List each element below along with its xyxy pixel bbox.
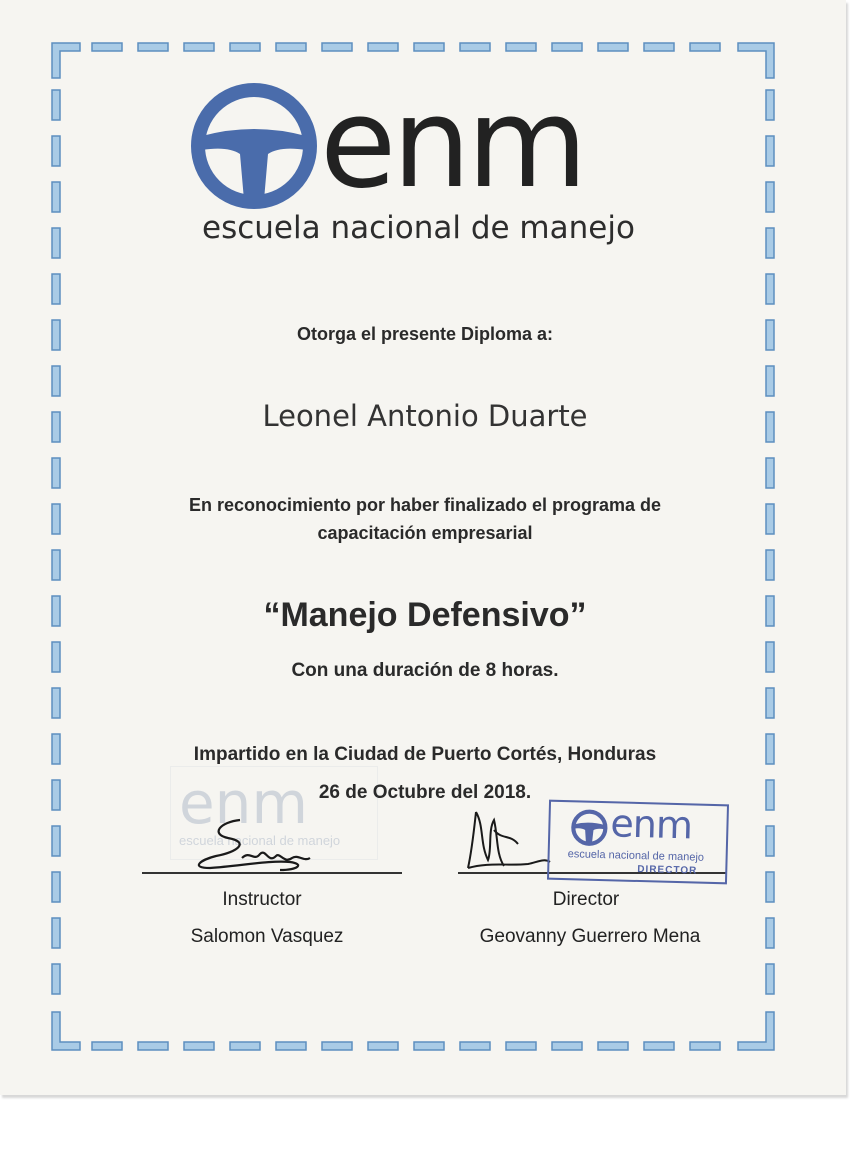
recipient-name: Leonel Antonio Duarte [262, 399, 588, 433]
course-title: “Manejo Defensivo” [263, 596, 587, 634]
recognition-line-1: En reconocimiento por haber finalizado el programa de [188, 495, 662, 515]
instructor-signature [180, 812, 330, 878]
director-name: Geovanny Guerrero Mena [479, 926, 701, 947]
date-line: 26 de Octubre del 2018. [318, 782, 532, 803]
faded-stamp-wordmark: enm [179, 769, 308, 837]
steering-wheel-icon [190, 82, 318, 210]
logo-tagline: escuela nacional de manejo [202, 210, 635, 246]
recognition-line-2: capacitación empresarial [317, 523, 533, 543]
stamp-steering-wheel-icon [570, 808, 609, 847]
director-stamp [547, 800, 729, 885]
school-logo [190, 72, 650, 252]
place-and-date [0, 736, 850, 812]
recognition-text [0, 491, 850, 547]
logo-wordmark: enm [320, 72, 584, 216]
stamp-wordmark: enm [609, 801, 693, 848]
course-duration: Con una duración de 8 horas. [291, 660, 559, 681]
instructor-signature-line [142, 872, 402, 874]
stamp-role: DIRECTOR [637, 863, 698, 877]
grant-line: Otorga el presente Diploma a: [296, 324, 554, 344]
instructor-name: Salomon Vasquez [190, 926, 344, 947]
faded-stamp-tagline: escuela nacional de manejo [179, 833, 341, 848]
instructor-role: Instructor [222, 889, 302, 910]
stamp-tagline: escuela nacional de manejo [567, 848, 705, 864]
director-role: Director [552, 889, 620, 910]
place-line: Impartido en la Ciudad de Puerto Cortés, Honduras [193, 744, 657, 765]
director-signature [458, 800, 558, 876]
